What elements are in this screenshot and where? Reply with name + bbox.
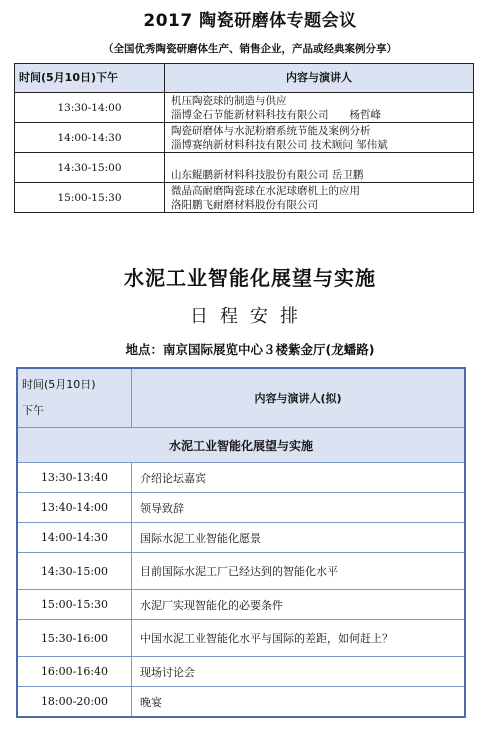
location-line: 地点：南京国际展览中心３楼紫金厅(龙蟠路)	[125, 342, 375, 357]
speaker: 淄博金石节能新材料科技有限公司 杨哲峰	[171, 108, 381, 121]
time-cell: 14:00-14:30	[15, 123, 165, 153]
conference1-subtitle: （全国优秀陶瓷研磨体生产、销售企业，产品或经典案例分享）	[103, 43, 397, 55]
content-column-header: 内容与演讲人(拟)	[132, 368, 466, 428]
table-row	[17, 657, 465, 687]
conference2-schedule-table	[16, 367, 466, 718]
section-row	[17, 428, 465, 463]
table-row	[17, 523, 465, 553]
time-column-header: 时间(5月10日)下午	[15, 64, 165, 93]
content-cell: 水泥厂实现智能化的必要条件	[132, 590, 466, 620]
content-cell: 国际水泥工业智能化愿景	[132, 523, 466, 553]
content-cell	[165, 153, 474, 183]
talk-title: 陶瓷研磨体与水泥粉磨系统节能及案例分析	[171, 124, 371, 137]
table-row	[17, 493, 465, 523]
talk-title: 机压陶瓷球的制造与供应	[171, 94, 287, 107]
table-row	[15, 123, 474, 153]
content-column-header: 内容与演讲人	[165, 64, 474, 93]
time-cell: 13:40-14:00	[17, 493, 132, 523]
time-header-date: 时间(5月10日)	[22, 378, 96, 391]
speaker: 淄博赛纳新材料科技有限公司 技术顾问 邹伟斌	[171, 138, 388, 151]
time-cell: 15:30-16:00	[17, 620, 132, 657]
content-cell	[165, 93, 474, 123]
content-cell	[165, 123, 474, 153]
table-row	[15, 183, 474, 213]
time-column-header	[17, 368, 132, 428]
table-row	[17, 620, 465, 657]
conference2-title: 水泥工业智能化展望与实施	[124, 266, 376, 290]
talk-title: 微晶高耐磨陶瓷球在水泥球磨机上的应用	[171, 184, 360, 197]
time-cell: 14:30-15:00	[15, 153, 165, 183]
table-row	[17, 687, 465, 718]
content-cell: 晚宴	[132, 687, 466, 718]
time-cell: 16:00-16:40	[17, 657, 132, 687]
time-cell: 13:30-13:40	[17, 463, 132, 493]
section-title: 水泥工业智能化展望与实施	[17, 428, 465, 463]
content-cell: 目前国际水泥工厂已经达到的智能化水平	[132, 553, 466, 590]
table-row	[15, 153, 474, 183]
content-cell: 介绍论坛嘉宾	[132, 463, 466, 493]
table-row	[17, 590, 465, 620]
content-cell: 中国水泥工业智能化水平与国际的差距，如何赶上？	[132, 620, 466, 657]
time-cell: 13:30-14:00	[15, 93, 165, 123]
table-header-row	[17, 368, 465, 428]
speaker: 洛阳鹏飞耐磨材料股份有限公司	[171, 198, 318, 211]
time-cell: 18:00-20:00	[17, 687, 132, 718]
table-header-row	[15, 64, 474, 93]
speaker: 山东鲲鹏新材料科技股份有限公司 岳卫鹏	[171, 168, 364, 181]
table-row	[17, 463, 465, 493]
time-cell: 14:00-14:30	[17, 523, 132, 553]
table-row	[15, 93, 474, 123]
table-row	[17, 553, 465, 590]
content-cell: 领导致辞	[132, 493, 466, 523]
time-cell: 15:00-15:30	[17, 590, 132, 620]
content-cell: 现场讨论会	[132, 657, 466, 687]
conference1-title: 2017 陶瓷研磨体专题会议	[143, 11, 357, 31]
time-cell: 14:30-15:00	[17, 553, 132, 590]
time-header-period: 下午	[22, 404, 44, 417]
schedule-heading: 日程安排	[190, 306, 310, 327]
conference1-schedule-table	[14, 63, 474, 213]
time-cell: 15:00-15:30	[15, 183, 165, 213]
content-cell	[165, 183, 474, 213]
talk-title	[171, 154, 469, 168]
